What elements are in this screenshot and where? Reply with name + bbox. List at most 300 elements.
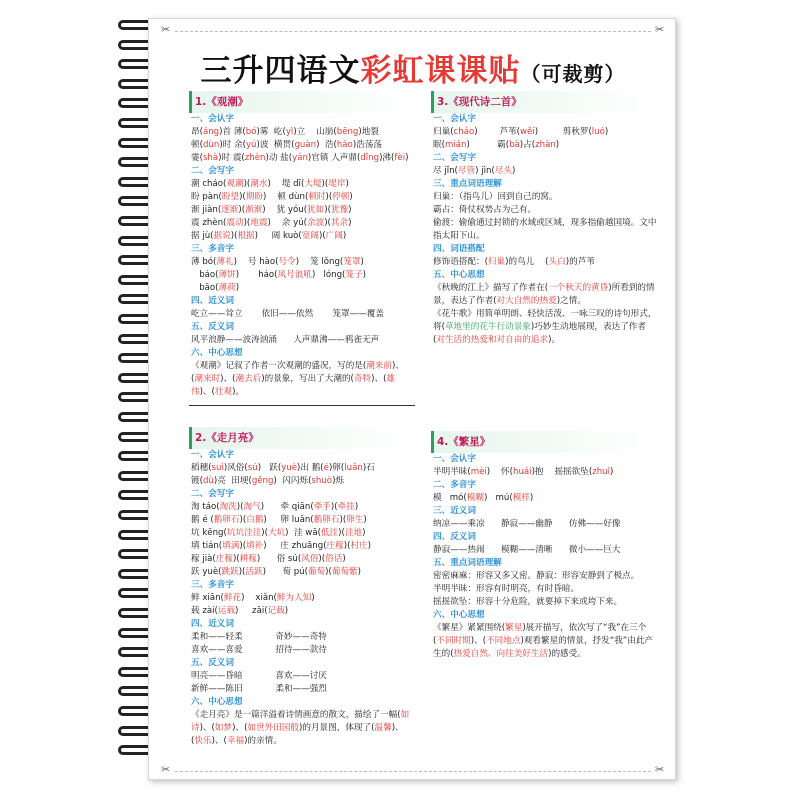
text-segment: ) 萄 pú( <box>262 567 308 577</box>
answer-segment: 模糊 <box>466 493 484 503</box>
text-segment: 归巢：（指鸟儿）回到自己的窝。 <box>433 192 558 202</box>
text-segment: ) <box>609 467 614 477</box>
section-heading: 三、重点词语理解 <box>433 179 502 189</box>
answer-segment: zhàn <box>535 140 556 150</box>
text-segment: 霎( <box>191 153 203 163</box>
vocab-row <box>433 596 657 609</box>
text-segment: 载 zài( <box>191 606 218 616</box>
answer-segment: 繁星 <box>505 623 523 633</box>
text-segment: ) 余 yú( <box>267 218 307 228</box>
text-segment: ) 笼 lǒng( <box>295 257 344 267</box>
text-segment: 潮 cháo( <box>191 179 227 189</box>
vocab-row <box>191 256 415 269</box>
text-segment: )出 鹅( <box>297 463 324 473</box>
answer-segment: é <box>323 463 329 473</box>
text-segment: ) <box>349 192 353 202</box>
lesson-body <box>189 113 415 399</box>
answer-segment: 对大自然的热爱 <box>496 296 557 306</box>
vocab-row <box>191 553 415 566</box>
answer-segment: 笼罩 <box>343 257 361 267</box>
scissor-icon: ✂ <box>655 763 665 776</box>
text-segment: 喜欢——喜爱 招待——款待 <box>191 645 327 655</box>
text-segment: 密密麻麻：形容又多又密。静寂：形容安静到了极点。 <box>433 571 640 581</box>
answer-segment: 鲜为人知 <box>276 593 312 603</box>
text-segment: ) <box>284 606 289 616</box>
text-segment: )( <box>318 231 326 241</box>
vocab-row <box>191 605 415 618</box>
lesson-header: 1.《观潮》 <box>189 91 415 113</box>
lesson-header: 4.《繁星》 <box>431 431 657 453</box>
vocab-row <box>191 282 415 295</box>
text-segment: )立 山崩( <box>293 127 337 137</box>
answer-segment: 低洼 <box>320 528 339 538</box>
answer-segment: 犹如 <box>307 205 325 215</box>
answer-segment: 广阔 <box>325 231 343 241</box>
text-segment: )( <box>324 218 331 228</box>
vocab-row <box>191 152 415 165</box>
vocab-row <box>191 191 415 204</box>
text-segment: )、( <box>191 723 404 746</box>
section-heading: 二、会写字 <box>191 489 234 499</box>
text-segment: )( <box>330 502 338 512</box>
text-segment: )( <box>243 179 251 189</box>
text-segment: ) <box>362 270 366 280</box>
text-segment: ) <box>342 554 346 564</box>
text-segment: 据 jù( <box>191 231 214 241</box>
text-segment: ) <box>360 257 364 267</box>
lesson-body <box>189 449 415 748</box>
text-segment: ) <box>348 205 352 215</box>
text-segment: 昂( <box>191 127 203 137</box>
text-segment: ) 芦苇( <box>474 127 520 137</box>
text-segment: ) <box>405 153 409 163</box>
text-segment: )。 <box>232 387 245 397</box>
text-segment: ) mú( <box>483 493 513 503</box>
answer-segment: yì <box>285 127 294 137</box>
scissor-icon: ✂ <box>655 23 665 36</box>
text-segment: )、( <box>199 387 215 397</box>
answer-segment: 堤岸 <box>328 179 346 189</box>
text-segment: 《繁星》紧紧围绕( <box>433 623 506 633</box>
text-segment: 鹅 é ( <box>191 515 214 525</box>
answer-segment: huái <box>513 467 532 477</box>
text-segment: )之情。 <box>556 296 586 306</box>
text-segment: ) <box>354 502 359 512</box>
answer-segment: 薄礼 <box>216 257 234 267</box>
answer-segment: 根据 <box>237 231 255 241</box>
answer-segment: 震动 <box>226 218 244 228</box>
text-segment: ) <box>348 218 352 228</box>
answer-segment: 地震 <box>250 218 268 228</box>
answer-segment: bēng <box>336 127 359 137</box>
text-segment: ) 牵 qiān( <box>260 502 314 512</box>
answer-segment: 庄稼 <box>215 554 233 564</box>
answer-segment: 如梦 <box>214 723 233 733</box>
title-part-2: 彩虹课课贴 <box>360 53 521 89</box>
text-segment: )( <box>238 567 246 577</box>
answer-segment: 热爱自然、向往美好生活 <box>453 649 549 659</box>
vocab-row <box>191 178 415 191</box>
text-segment: 修饰语搭配：( <box>433 257 488 267</box>
text-segment: ) 庄 zhuāng( <box>263 541 327 551</box>
section-heading: 三、多音字 <box>191 580 234 590</box>
text-segment: ) <box>604 127 609 137</box>
text-segment: )展开描写，依次写了“我”在三个( <box>433 623 647 646</box>
answer-segment: 犹豫 <box>330 205 349 215</box>
text-segment: )亮 田埂( <box>213 476 252 486</box>
text-segment: 坑 kēng( <box>191 528 227 538</box>
answer-segment: 尽头 <box>494 166 512 176</box>
section-heading: 二、会写字 <box>191 166 234 176</box>
text-segment: 柔和——轻柔 奇妙——奇特 <box>191 632 327 642</box>
text-segment: ) 号 hào( <box>233 257 279 267</box>
section-heading: 一、会认字 <box>433 454 476 464</box>
vocab-row <box>191 462 415 475</box>
answer-segment: áng <box>202 127 220 137</box>
text-segment: 填 tián( <box>191 541 223 551</box>
answer-segment: 坑坑洼洼 <box>226 528 262 538</box>
answer-segment: 淘气 <box>243 502 261 512</box>
section-heading: 四、近义词 <box>191 296 234 306</box>
vocab-row <box>191 670 415 683</box>
vocab-row <box>433 583 657 596</box>
scissor-icon: ✂ <box>161 23 171 36</box>
text-segment: )的亲情。 <box>244 736 282 746</box>
text-segment: )雾 屹( <box>256 127 286 137</box>
answer-segment: 顿时 <box>308 192 326 202</box>
text-segment: 风平浪静——波涛汹涌 人声鼎沸——鸦雀无声 <box>191 335 380 345</box>
answer-segment: 奇特 <box>353 374 372 384</box>
vocab-row <box>191 644 415 657</box>
text-segment: ) 怀( <box>486 467 514 477</box>
answer-segment: yú <box>245 140 257 150</box>
text-segment: 归巢( <box>433 127 454 137</box>
answer-segment: 淘洗 <box>219 502 237 512</box>
text-segment: )时 余( <box>219 140 246 150</box>
text-segment: )( <box>238 205 246 215</box>
text-segment: 眠( <box>433 140 445 150</box>
answer-segment: 葡萄紫 <box>331 567 358 577</box>
cut-line <box>175 771 651 772</box>
text-segment: ) zǎi( <box>235 606 268 616</box>
answer-segment: 观潮 <box>226 179 244 189</box>
answer-segment: 模样 <box>512 493 530 503</box>
answer-segment: 跳跃 <box>221 567 239 577</box>
answer-segment: dùn <box>202 140 220 150</box>
answer-segment: zhuì <box>592 467 610 477</box>
text-segment: 《走月亮》是一篇洋溢着诗情画意的散文，描绘了一幅( <box>191 710 401 720</box>
text-segment: 霸占：倚仗权势占为己有。 <box>433 205 537 215</box>
section-heading: 四、反义词 <box>433 532 476 542</box>
section-heading: 二、多音字 <box>433 480 476 490</box>
text-segment: )( <box>239 515 247 525</box>
section-heading: 四、词语搭配 <box>433 244 485 254</box>
vocab-row <box>433 126 657 139</box>
vocab-row <box>191 566 415 579</box>
text-segment: )( <box>338 528 345 538</box>
answer-segment: 不同地点 <box>486 636 521 646</box>
answer-segment: bó <box>245 127 257 137</box>
answer-segment: 笼子 <box>345 270 363 280</box>
section-heading: 一、会认字 <box>191 114 234 124</box>
text-segment: 模 mó( <box>433 493 467 503</box>
answer-segment: 草地里的花牛行动景象 <box>444 322 531 332</box>
text-segment: 静寂——热闹 模糊——清晰 微小——巨大 <box>433 545 621 555</box>
text-segment: )( <box>236 502 244 512</box>
text-segment: ) lóng( <box>311 270 346 280</box>
text-segment: ) 顿 dùn( <box>262 192 309 202</box>
text-segment: ) <box>529 493 534 503</box>
text-segment: ) háo( <box>235 270 278 280</box>
section-heading: 二、会写字 <box>433 153 476 163</box>
lesson-card-xiandaishi <box>431 91 657 347</box>
text-segment: 偷渡：偷偷通过封锁的水域或区域，现多指偷越国境。文中指太阳下山。 <box>433 218 657 241</box>
lesson-card-fanxing <box>431 431 657 661</box>
answer-segment: 潮水 <box>250 179 268 189</box>
vocab-row <box>433 466 657 479</box>
worksheet-page <box>148 18 676 780</box>
answer-segment: 风俗 <box>301 554 319 564</box>
text-segment: )( <box>318 554 326 564</box>
answer-segment: 鹅卵石 <box>313 515 340 525</box>
lesson-card-zouyueliang <box>189 427 415 748</box>
text-segment: )( <box>261 528 268 538</box>
answer-segment: 逐渐 <box>221 205 239 215</box>
vocab-row <box>433 139 657 152</box>
vocab-row <box>433 256 657 269</box>
text-segment: )地裂 <box>358 127 379 137</box>
summary-paragraph <box>433 622 657 661</box>
answer-segment: 宽阔 <box>301 231 319 241</box>
vocab-row <box>433 165 657 178</box>
vocab-row <box>433 191 657 204</box>
text-segment: )卵( <box>328 463 345 473</box>
text-segment: 淘 táo( <box>191 502 220 512</box>
section-heading: 五、中心思想 <box>433 270 485 280</box>
summary-paragraph <box>433 308 657 347</box>
text-segment: )沸( <box>379 153 395 163</box>
text-segment: )官镇 人声鼎( <box>307 153 361 163</box>
text-segment: ) <box>311 593 315 603</box>
answer-segment: 号令 <box>278 257 296 267</box>
answer-segment: 不同时期 <box>436 636 471 646</box>
vocab-row <box>191 204 415 217</box>
answer-segment: 卵生 <box>346 515 364 525</box>
answer-segment: 期盼 <box>245 192 263 202</box>
answer-segment: mèi <box>470 467 487 477</box>
answer-segment: 填满 <box>222 541 240 551</box>
text-segment: ) 阔 kuò( <box>254 231 302 241</box>
title-part-1: 三升四语文 <box>200 53 361 89</box>
vocab-row <box>191 269 415 282</box>
answer-segment: shà <box>202 153 219 163</box>
vocab-row <box>191 126 415 139</box>
text-segment: )浩荡荡 <box>352 140 382 150</box>
vocab-row <box>433 204 657 217</box>
text-segment: 稻穗( <box>191 463 212 473</box>
text-segment: )( <box>243 218 251 228</box>
vocab-row <box>191 514 415 527</box>
text-segment: 摇摇欲坠：形容十分危险，就要掉下来或垮下来。 <box>433 597 623 607</box>
answer-segment: 庄稼 <box>326 541 344 551</box>
text-segment: ) 霸( <box>466 140 510 150</box>
text-segment: ) <box>367 541 372 551</box>
answer-segment: 温馨 <box>374 723 392 733</box>
answer-segment: luó <box>591 127 605 137</box>
answer-segment: 雄伟 <box>191 374 396 397</box>
vocab-row <box>191 683 415 696</box>
answer-segment: 白鹅 <box>246 515 264 525</box>
text-segment: ) <box>511 166 516 176</box>
section-heading: 三、多音字 <box>191 244 234 254</box>
text-segment: )观看繁星的情景，抒发“我”由此产生的( <box>433 636 654 659</box>
text-segment: )的月景图，体现了( <box>299 723 375 733</box>
text-segment: )石 <box>362 463 375 473</box>
answer-segment: 一个秋天的黄昏 <box>548 283 609 293</box>
text-segment: )时 震( <box>218 153 245 163</box>
text-segment: 稼 jià( <box>191 554 216 564</box>
text-segment: )的芦苇 <box>565 257 595 267</box>
section-heading: 一、会认字 <box>191 450 234 460</box>
vocab-row <box>191 475 415 488</box>
text-segment: 震 zhèn( <box>191 218 227 228</box>
answer-segment: 据说 <box>213 231 231 241</box>
answer-segment: 潮来时 <box>194 374 221 384</box>
text-segment: 屹立——耸立 依旧——依然 笼罩——覆盖 <box>191 309 384 319</box>
title-part-3: （可裁剪） <box>520 62 626 86</box>
text-segment: ) <box>342 231 347 241</box>
text-segment: 半明半昧( <box>433 467 471 477</box>
answer-segment: 鹅卵石 <box>213 515 240 525</box>
answer-segment: shuò <box>311 476 333 486</box>
answer-segment: 大堤 <box>304 179 322 189</box>
answer-segment: 牵手 <box>313 502 331 512</box>
answer-segment: 对生活的热爱和对自由的追求 <box>436 335 549 345</box>
answer-segment: 停顿 <box>332 192 350 202</box>
answer-segment: 葡萄 <box>307 567 326 577</box>
text-segment: 渐 jiàn( <box>191 205 222 215</box>
text-segment: )( <box>343 541 351 551</box>
answer-segment: 壮观 <box>214 387 233 397</box>
section-heading: 四、近义词 <box>191 619 234 629</box>
text-segment: bāo( <box>191 283 219 293</box>
text-segment: )的景象，写出了大潮的( <box>261 374 354 384</box>
text-segment: ) 堤 dī( <box>267 179 305 189</box>
text-segment: )动 盐( <box>265 153 293 163</box>
text-segment: ) 浩( <box>316 140 337 150</box>
answer-segment: guàn <box>294 140 317 150</box>
answer-segment: bà <box>509 140 520 150</box>
answer-segment: cháo <box>453 127 475 137</box>
text-segment: )、( <box>199 723 215 733</box>
vocab-row <box>191 217 415 230</box>
text-segment: )、( <box>211 736 227 746</box>
answer-segment: gěng <box>251 476 274 486</box>
text-segment: 跃 yuè( <box>191 567 222 577</box>
text-segment: ) xiǎn( <box>241 593 277 603</box>
text-segment: ) 跃( <box>257 463 282 473</box>
summary-paragraph <box>191 360 415 399</box>
text-segment: 镀( <box>191 476 203 486</box>
section-heading: 三、近义词 <box>433 506 476 516</box>
answer-segment: 余波 <box>307 218 325 228</box>
vocab-row <box>191 139 415 152</box>
vocab-row <box>191 592 415 605</box>
answer-segment: sú <box>247 463 258 473</box>
answer-segment: 尽管 <box>457 166 476 176</box>
summary-paragraph <box>433 282 657 308</box>
text-segment: )所看到的情景，表达了作者( <box>433 283 655 306</box>
summary-paragraph <box>433 217 657 243</box>
text-segment: )( <box>239 192 246 202</box>
text-segment: )( <box>239 541 247 551</box>
answer-segment: 幸福 <box>226 736 245 746</box>
text-segment: )( <box>230 231 238 241</box>
vocab-row <box>191 501 415 514</box>
text-segment: )的感受。 <box>548 649 586 659</box>
answer-segment: 填补 <box>246 541 264 551</box>
answer-segment: 风号浪吼 <box>277 270 312 280</box>
summary-paragraph <box>191 709 415 748</box>
page-title <box>149 45 676 90</box>
answer-segment: 其余 <box>330 218 349 228</box>
text-segment: )巧妙生动地展现，表达了作者( <box>433 322 646 345</box>
text-segment: ) 闪闪烁( <box>273 476 312 486</box>
section-heading: 一、会认字 <box>433 114 476 124</box>
section-heading: 六、中心思想 <box>433 610 485 620</box>
scissor-icon: ✂ <box>161 763 171 776</box>
text-segment: 明亮——昏暗 喜欢——讨厌 <box>191 671 327 681</box>
text-segment: ) jìn( <box>475 166 495 176</box>
answer-segment: 运载 <box>217 606 236 616</box>
vocab-row <box>191 308 415 321</box>
text-segment: ) <box>345 179 349 189</box>
section-heading: 五、重点词语理解 <box>433 558 502 568</box>
lesson-header: 2.《走月亮》 <box>189 427 415 449</box>
text-segment: )、( <box>220 374 236 384</box>
answer-segment: 如诗 <box>191 710 410 733</box>
answer-segment: zhèn <box>244 153 266 163</box>
answer-segment: 鲜花 <box>223 593 242 603</box>
lesson-body <box>431 453 657 661</box>
cut-line <box>175 31 651 32</box>
vocab-row <box>433 544 657 557</box>
text-segment: )( <box>321 179 329 189</box>
vocab-row <box>191 230 415 243</box>
text-segment: 新鲜——陈旧 柔和——强烈 <box>191 684 327 694</box>
text-segment: 盼 pàn( <box>191 192 222 202</box>
text-segment: 《秋晚的江上》描写了作者在( <box>433 283 549 293</box>
text-segment: )( <box>324 205 331 215</box>
text-segment: )的鸟儿 ( <box>505 257 549 267</box>
section-divider <box>189 405 415 406</box>
text-segment: )、( <box>470 636 487 646</box>
answer-segment: 盼望 <box>221 192 240 202</box>
text-segment: )。 <box>548 335 561 345</box>
answer-segment: 俗话 <box>325 554 343 564</box>
text-segment: ) <box>555 140 560 150</box>
answer-segment: 归巢 <box>487 257 506 267</box>
text-segment: )波 横贯( <box>256 140 295 150</box>
answer-segment: yuè <box>281 463 298 473</box>
text-segment: ) <box>357 567 362 577</box>
vocab-row <box>191 334 415 347</box>
text-segment: )( <box>325 567 332 577</box>
answer-segment: yán <box>292 153 308 163</box>
text-segment: 顿( <box>191 140 203 150</box>
text-segment: ) 剪秋罗( <box>534 127 592 137</box>
answer-segment: 大坑 <box>267 528 286 538</box>
